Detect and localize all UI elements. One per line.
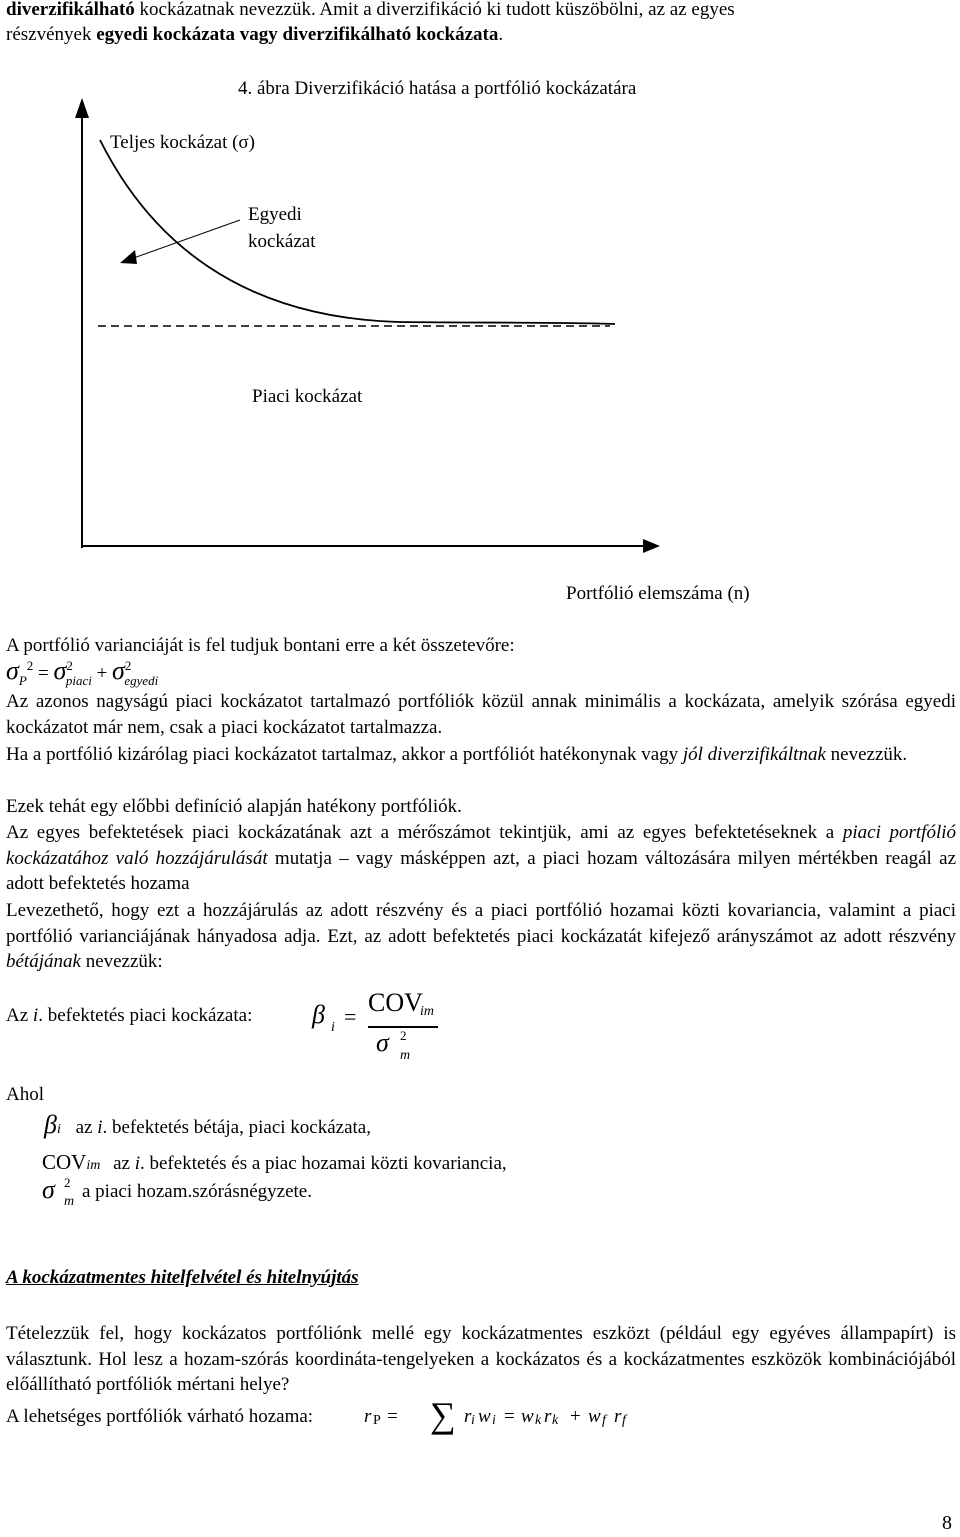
where-label: Ahol bbox=[6, 1084, 44, 1105]
formula-intro: A portfólió varianciáját is fel tudjuk bontani erre a két összetevőre: bbox=[6, 635, 515, 656]
specific-risk-label-2: kockázat bbox=[248, 231, 316, 252]
x-axis-label: Portfólió elemszáma (n) bbox=[566, 583, 750, 604]
total-risk-curve bbox=[100, 140, 615, 324]
specific-risk-label-1: Egyedi bbox=[248, 204, 302, 225]
x-axis-arrow bbox=[643, 539, 660, 553]
intro-line-1: diverzifikálható kockázatnak nevezzük. Amit a diverzifikáció ki tudott küszöbölni, az az egyes bbox=[6, 0, 735, 20]
market-risk-label: Piaci kockázat bbox=[252, 386, 363, 407]
section-body: Tételezzük fel, hogy kockázatos portfóliónk mellé egy kockázatmentes eszközt (például egy egyéves állampapírt) is választunk. Hol lesz a hozam-szórás koordináta-tengelyeken a kockázatos és a kockázatmentes eszközök kombinációjából előállítható portfóliók mértani helye? bbox=[6, 1323, 956, 1395]
page-number: 8 bbox=[942, 1512, 952, 1534]
paragraph-1: Az azonos nagyságú piaci kockázatot tartalmazó portfóliók közül annak minimális a kockázata, amelyik szórása egyedi kockázatot már nem, csak a piaci kockázatot tartalmazza. bbox=[6, 691, 956, 738]
pointer-line bbox=[128, 220, 240, 260]
paragraph-2: Ha a portfólió kizárólag piaci kockázatot tartalmaz, akkor a portfóliót hatékonynak vagy jól diverzifikáltnak nevezzük. bbox=[6, 744, 908, 765]
expected-return-formula: A lehetséges portfóliók várható hozama: r P = ∑ r i w i = w k r k + w f r f bbox=[6, 1395, 626, 1435]
variance-formula: $\sigma_P^2 = \sigma^2_{piaci} + \sigma^2_{egyedi}$ bbox=[6, 656, 159, 688]
where-row-cov: COVim az i. befektetés és a piac hozamai közti kovariancia, bbox=[42, 1150, 507, 1174]
where-row-beta: βi az i. befektetés bétája, piaci kockázata, bbox=[44, 1110, 371, 1139]
figure-caption: 4. ábra Diverzifikáció hatása a portfólió kockázatára bbox=[238, 78, 637, 99]
paragraph-4: Az egyes befektetések piaci kockázatának azt a mérőszámot tekintjük, ami az egyes befektetéseknek a piaci portfólió kockázatához való hozzájárulását mutatja – vagy másképpen azt, a piaci hozam változására milyen mértékben reagál az adott befektetés hozama bbox=[6, 822, 957, 894]
beta-formula-label: Az i. befektetés piaci kockázata: bbox=[6, 1005, 253, 1026]
intro-line-2: részvények egyedi kockázata vagy diverzifikálható kockázata. bbox=[6, 24, 504, 45]
y-axis-label: Teljes kockázat (σ) bbox=[110, 132, 256, 153]
beta-formula: β i = COV im σ 2 m bbox=[312, 990, 472, 1070]
paragraph-5: Levezethető, hogy ezt a hozzájárulás az adott részvény és a piaci portfólió hozamai közti kovariancia, valamint a piaci portfólió varianciájának hányadosa adja. Ezt, az adott befektetés piaci kockázatát kifejező arányszámot az adott részvény bétájának nevezzük: bbox=[6, 900, 956, 972]
bold-term: diverzifikálható bbox=[6, 0, 135, 20]
where-row-sigma: σ 2 m a piaci hozam.szórásnégyzete. bbox=[42, 1175, 312, 1209]
section-heading: A kockázatmentes hitelfelvétel és hitelnyújtás bbox=[6, 1267, 359, 1288]
paragraph-3: Ezek tehát egy előbbi definíció alapján hatékony portfóliók. bbox=[6, 796, 462, 817]
pointer-arrowhead bbox=[120, 250, 137, 264]
y-axis-arrow bbox=[75, 98, 89, 118]
